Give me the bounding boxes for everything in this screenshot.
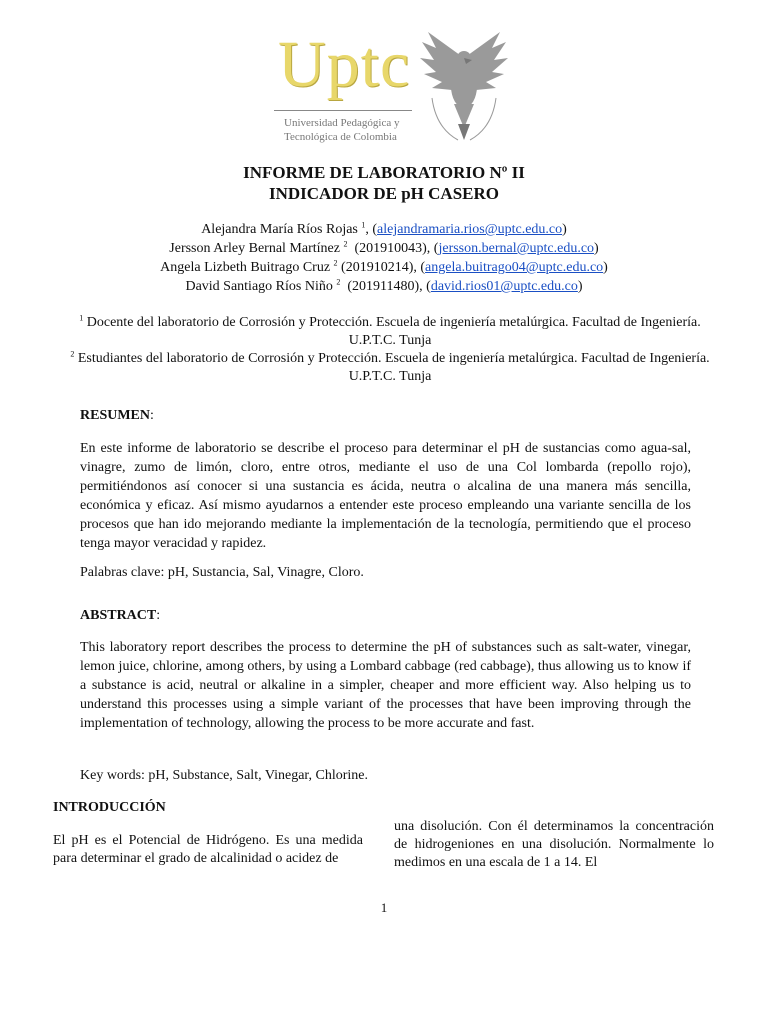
logo-institution	[284, 116, 414, 144]
logo-divider	[274, 110, 412, 111]
report-title-line2: INDICADOR DE pH CASERO	[268, 184, 499, 203]
report-title-line1: INFORME DE LABORATORIO Nº II	[243, 163, 525, 182]
author-sup: 2	[336, 277, 341, 287]
logo-institution-line1: Universidad Pedagógica y	[284, 117, 400, 129]
author-list	[0, 220, 768, 296]
author-email-link[interactable]: david.rios01@uptc.edu.co	[430, 279, 578, 294]
logo-institution-line2: Tecnológica de Colombia	[284, 131, 397, 143]
affiliation-sup: 1	[79, 313, 84, 323]
abstract-body: This laboratory report describes the process to determine the pH of substances such as salt-water, vinegar, lemon juice, chlorine, among others, by using a Lombard cabbage (red cabbage), thus allowing us to know if a substance is acid, neutral or alkaline in a simpler, cheaper and more efficient way. Also helping us to understand this processes using a simple variant of the processes that have been improving through the implementation of technology, allowing the process to be more accurate and fast.	[80, 640, 691, 731]
introduccion-col-left: El pH es el Potencial de Hidrógeno. Es una medida para determinar el grado de alcalinidad o acidez de	[53, 833, 363, 866]
author-line: David Santiago Ríos Niño $^2$ (201911480), (david.rios01@uptc.edu.co)	[185, 277, 583, 294]
resumen-body: En este informe de laboratorio se describe el proceso para determinar el pH de sustancias como agua-sal, vinagre, zumo de limón, cloro, entre otros, mediante el uso de una Col lombarda (repollo rojo), permitiéndonos así conocer si una sustancia es ácida, neutra o alcalina de una manera más sencilla, económica y eficaz. Así mismo ayudarnos a entender este proceso empleando una variante sencilla de los procesos que han ido mejorando mediante la implementación de la tecnología, permitiendo que el proceso tenga mayor veracidad y rapidez.	[80, 441, 691, 551]
author-name: Jersson Arley Bernal Martínez	[169, 241, 340, 256]
author-email-link[interactable]: angela.buitrago04@uptc.edu.co	[425, 260, 604, 275]
introduccion-col-right: una disolución. Con él determinamos la concentración de hidrogeniones en una disolución. Normalmente lo medimos en una escala de 1 a 14. El	[394, 819, 714, 870]
resumen-heading: RESUMEN	[80, 408, 151, 423]
author-id: (201910043)	[354, 241, 427, 256]
author-line: Angela Lizbeth Buitrago Cruz $^2$ (201910214), (angela.buitrago04@uptc.edu.co)	[160, 258, 608, 275]
author-name: Angela Lizbeth Buitrago Cruz	[160, 260, 331, 275]
author-line: Alejandra María Ríos Rojas $^1$, (alejandramaria.rios@uptc.edu.co)	[201, 220, 567, 237]
affiliation-2	[70, 350, 710, 386]
eagle-seal-icon	[418, 28, 510, 146]
author-sup: 1	[361, 220, 366, 230]
author-sup: 2	[343, 239, 348, 249]
author-id: (201911480)	[347, 279, 420, 294]
logo-wordmark: Uptc	[278, 28, 411, 101]
abstract-heading: ABSTRACT	[80, 608, 157, 623]
author-id: (201910214)	[341, 260, 414, 275]
author-name: Alejandra María Ríos Rojas	[201, 222, 358, 237]
introduccion-heading: INTRODUCCIÓN	[53, 800, 166, 815]
affiliation-text: Docente del laboratorio de Corrosión y Protección. Escuela de ingeniería metalúrgica. Facultad de Ingeniería. U.P.T.C. Tunja	[86, 315, 701, 348]
author-email-link[interactable]: alejandramaria.rios@uptc.edu.co	[377, 222, 563, 237]
affiliation-sup: 2	[70, 349, 75, 359]
author-line: Jersson Arley Bernal Martínez $^2$ (201910043), (jersson.bernal@uptc.edu.co)	[169, 239, 599, 256]
author-sup: 2	[333, 258, 338, 268]
abstract-heading-row: ABSTRACT:	[80, 608, 161, 623]
resumen-heading-row: RESUMEN:	[80, 408, 154, 423]
affiliation-1	[70, 314, 710, 350]
author-name: David Santiago Ríos Niño	[185, 279, 333, 294]
abstract-keywords: Key words: pH, Substance, Salt, Vinegar, Chlorine.	[80, 768, 369, 783]
resumen-keywords: Palabras clave: pH, Sustancia, Sal, Vinagre, Cloro.	[80, 565, 364, 580]
author-email-link[interactable]: jersson.bernal@uptc.edu.co	[438, 241, 595, 256]
uptc-logo	[270, 28, 510, 146]
affiliation-text: Estudiantes del laboratorio de Corrosión y Protección. Escuela de ingeniería metalúrgica. Facultad de Ingeniería. U.P.T.C. Tunja	[77, 351, 710, 384]
page-number: 1	[380, 900, 388, 915]
